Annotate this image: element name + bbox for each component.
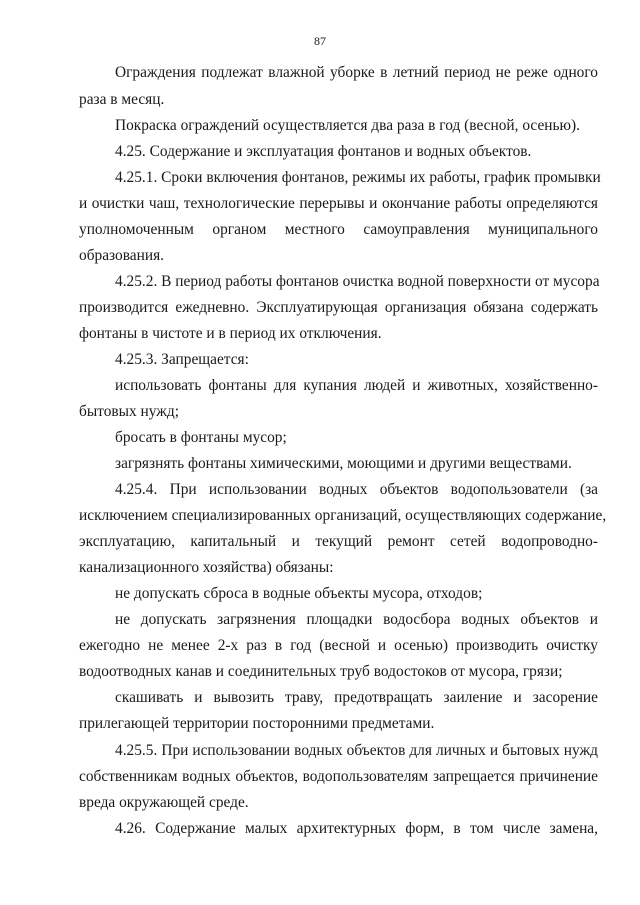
- text-line: использовать фонтаны для купания людей и животных, хозяйственно-: [115, 377, 598, 394]
- text-line: образования.: [79, 247, 165, 264]
- text-line: не допускать сброса в водные объекты мусора, отходов;: [115, 585, 483, 602]
- text-line: уполномоченным органом местного самоуправления муниципального: [79, 221, 598, 238]
- text-line: производится ежедневно. Эксплуатирующая организация обязана содержать: [79, 299, 598, 316]
- text-line: собственникам водных объектов, водопользователям запрещается причинение: [79, 768, 598, 785]
- text-line: раза в месяц.: [79, 91, 165, 108]
- text-line: 4.25.4. При использовании водных объектов водопользователи (за: [115, 481, 598, 498]
- text-line: Ограждения подлежат влажной уборке в летний период не реже одного: [115, 64, 598, 81]
- text-line: 4.25.2. В период работы фонтанов очистка водной поверхности от мусора: [115, 273, 600, 290]
- section-heading: 4.26. Содержание малых архитектурных форм, в том числе замена,: [115, 820, 598, 837]
- text-line: 4.25.5. При использовании водных объектов для личных и бытовых нужд: [115, 742, 598, 759]
- page-number: 87: [314, 34, 326, 48]
- text-line: прилегающей территории посторонними предметами.: [79, 715, 435, 732]
- section-heading: 4.25. Содержание и эксплуатация фонтанов и водных объектов.: [115, 143, 532, 160]
- text-line: ежегодно не менее 2-х раз в год (весной и осенью) производить очистку: [79, 637, 598, 654]
- text-line: скашивать и вывозить траву, предотвращать заиление и засорение: [115, 689, 598, 706]
- text-line: бросать в фонтаны мусор;: [115, 429, 287, 446]
- text-line: водоотводных канав и соединительных труб водостоков от мусора, грязи;: [79, 663, 563, 680]
- text-line: 4.25.1. Сроки включения фонтанов, режимы их работы, график промывки: [115, 169, 601, 186]
- text-line: и очистки чаш, технологические перерывы и окончание работы определяются: [79, 195, 598, 212]
- text-line: канализационного хозяйства) обязаны:: [79, 559, 334, 576]
- text-line: вреда окружающей среде.: [79, 794, 249, 811]
- text-line: исключением специализированных организаций, осуществляющих содержание,: [79, 507, 607, 524]
- text-line: загрязнять фонтаны химическими, моющими и другими веществами.: [115, 455, 572, 472]
- text-line: бытовых нужд;: [79, 403, 180, 420]
- text-line: Покраска ограждений осуществляется два раза в год (весной, осенью).: [115, 117, 581, 134]
- text-line: 4.25.3. Запрещается:: [115, 351, 249, 368]
- text-line: эксплуатацию, капитальный и текущий ремонт сетей водопроводно-: [79, 533, 598, 550]
- text-line: фонтаны в чистоте и в период их отключения.: [79, 325, 382, 342]
- text-line: не допускать загрязнения площадки водосбора водных объектов и: [115, 611, 598, 628]
